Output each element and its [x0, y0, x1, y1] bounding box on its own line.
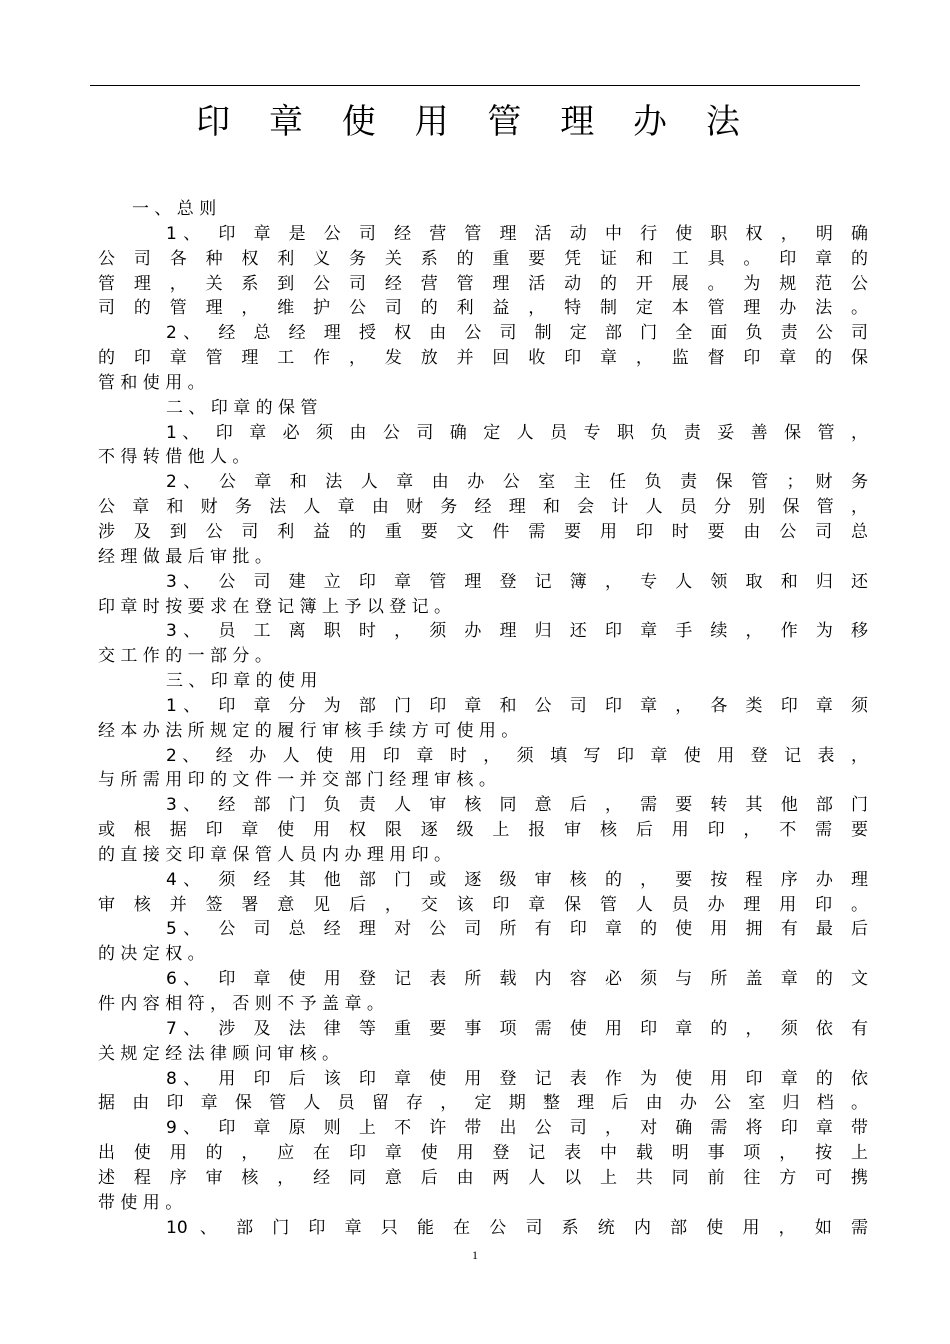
body-line: 不 得 转 借 他 人 。 — [98, 447, 250, 468]
body-line: 关 规 定 经 法 律 顾 问 审 核 。 — [98, 1043, 340, 1064]
body-line: 件 内 容 相 符 ， 否 则 不 予 盖 章 。 — [98, 994, 384, 1014]
body-line: 1、 印 章 分 为 部 门 印 章 和 公 司 印 章 ， 各 类 印 章 须 — [166, 695, 868, 716]
body-line: 的 直 接 交 印 章 保 管 人 员 内 办 理 用 印 。 — [98, 844, 452, 865]
body-line: 3、 公 司 建 立 印 章 管 理 登 记 簿 ， 专 人 领 取 和 归 还 — [166, 571, 868, 592]
body-line: 述 程 序 审 核 ， 经 同 意 后 由 两 人 以 上 共 同 前 往 方 可 携 — [98, 1167, 868, 1188]
body-line: 经 理 做 最 后 审 批 。 — [98, 546, 272, 567]
body-line: 6、 印 章 使 用 登 记 表 所 载 内 容 必 须 与 所 盖 章 的 文 — [166, 969, 868, 990]
body-line: 二 、 印 章 的 保 管 — [166, 397, 318, 418]
body-line: 与 所 需 用 印 的 文 件 一 并 交 部 门 经 理 审 核 。 — [98, 770, 496, 791]
body-line: 9、 印 章 原 则 上 不 许 带 出 公 司 ， 对 确 需 将 印 章 带 — [166, 1118, 868, 1139]
body-line: 的 印 章 管 理 工 作 ， 发 放 并 回 收 印 章 ， 监 督 印 章 的 保 — [98, 348, 868, 369]
header-rule — [90, 85, 860, 86]
body-line: 8、 用 印 后 该 印 章 使 用 登 记 表 作 为 使 用 印 章 的 依 — [166, 1068, 868, 1089]
body-line: 2、 经 办 人 使 用 印 章 时 ， 须 填 写 印 章 使 用 登 记 表 ， — [166, 745, 868, 766]
body-line: 管 理 ， 关 系 到 公 司 经 营 管 理 活 动 的 开 展 。 为 规 范 公 — [98, 273, 868, 294]
body-line: 出 使 用 的 ， 应 在 印 章 使 用 登 记 表 中 载 明 事 项 ， 按 上 — [98, 1143, 868, 1164]
body-line: 公 司 各 种 权 利 义 务 关 系 的 重 要 凭 证 和 工 具 。 印 章 的 — [98, 248, 868, 269]
body-line: 三 、 印 章 的 使 用 — [166, 671, 318, 692]
body-line: 印 章 时 按 要 求 在 登 记 簿 上 予 以 登 记 。 — [98, 596, 452, 617]
body-line: 7、 涉 及 法 律 等 重 要 事 项 需 使 用 印 章 的 ， 须 依 有 — [166, 1018, 868, 1039]
body-line: 管 和 使 用 。 — [98, 372, 205, 393]
body-line: 4、 须 经 其 他 部 门 或 逐 级 审 核 的 ， 要 按 程 序 办 理 — [166, 869, 868, 890]
body-line: 一 、 总 则 — [132, 199, 217, 219]
body-line: 的 决 定 权 。 — [98, 944, 205, 965]
document-title: 印 章 使 用 管 理 办 法 — [196, 102, 754, 142]
body-line: 1、 印 章 必 须 由 公 司 确 定 人 员 专 职 负 责 妥 善 保 管 ， — [166, 422, 868, 443]
body-line: 审 核 并 签 署 意 见 后 ， 交 该 印 章 保 管 人 员 办 理 用 印 。 — [98, 894, 868, 915]
body-line: 公 章 和 财 务 法 人 章 由 财 务 经 理 和 会 计 人 员 分 别 保 管 ， — [98, 497, 868, 518]
body-line: 或 根 据 印 章 使 用 权 限 逐 级 上 报 审 核 后 用 印 ， 不 需 要 — [98, 820, 868, 841]
page-number: 1 — [472, 1248, 478, 1262]
body-line: 2、 经 总 经 理 授 权 由 公 司 制 定 部 门 全 面 负 责 公 司 — [166, 323, 868, 344]
body-line: 带 使 用 。 — [98, 1192, 183, 1213]
body-line: 3、 经 部 门 负 责 人 审 核 同 意 后 ， 需 要 转 其 他 部 门 — [166, 795, 868, 816]
document-body — [98, 197, 868, 1240]
body-line: 1、 印 章 是 公 司 经 营 管 理 活 动 中 行 使 职 权 ， 明 确 — [166, 223, 868, 244]
body-line: 2、 公 章 和 法 人 章 由 办 公 室 主 任 负 责 保 管 ； 财 务 — [166, 472, 868, 493]
body-line: 10 、 部 门 印 章 只 能 在 公 司 系 统 内 部 使 用 ， 如 需 — [166, 1217, 868, 1238]
body-line: 涉 及 到 公 司 利 益 的 重 要 文 件 需 要 用 印 时 要 由 公 司 总 — [98, 521, 868, 542]
body-line: 经 本 办 法 所 规 定 的 履 行 审 核 手 续 方 可 使 用 。 — [98, 720, 519, 741]
body-line: 司 的 管 理 ， 维 护 公 司 的 利 益 ， 特 制 定 本 管 理 办 法 。 — [98, 298, 868, 319]
body-line: 3、 员 工 离 职 时 ， 须 办 理 归 还 印 章 手 续 ， 作 为 移 — [166, 621, 868, 642]
body-line: 据 由 印 章 保 管 人 员 留 存 ， 定 期 整 理 后 由 办 公 室 归 档 。 — [98, 1093, 868, 1114]
body-line: 交 工 作 的 一 部 分 。 — [98, 646, 272, 667]
body-line: 5、 公 司 总 经 理 对 公 司 所 有 印 章 的 使 用 拥 有 最 后 — [166, 919, 868, 940]
